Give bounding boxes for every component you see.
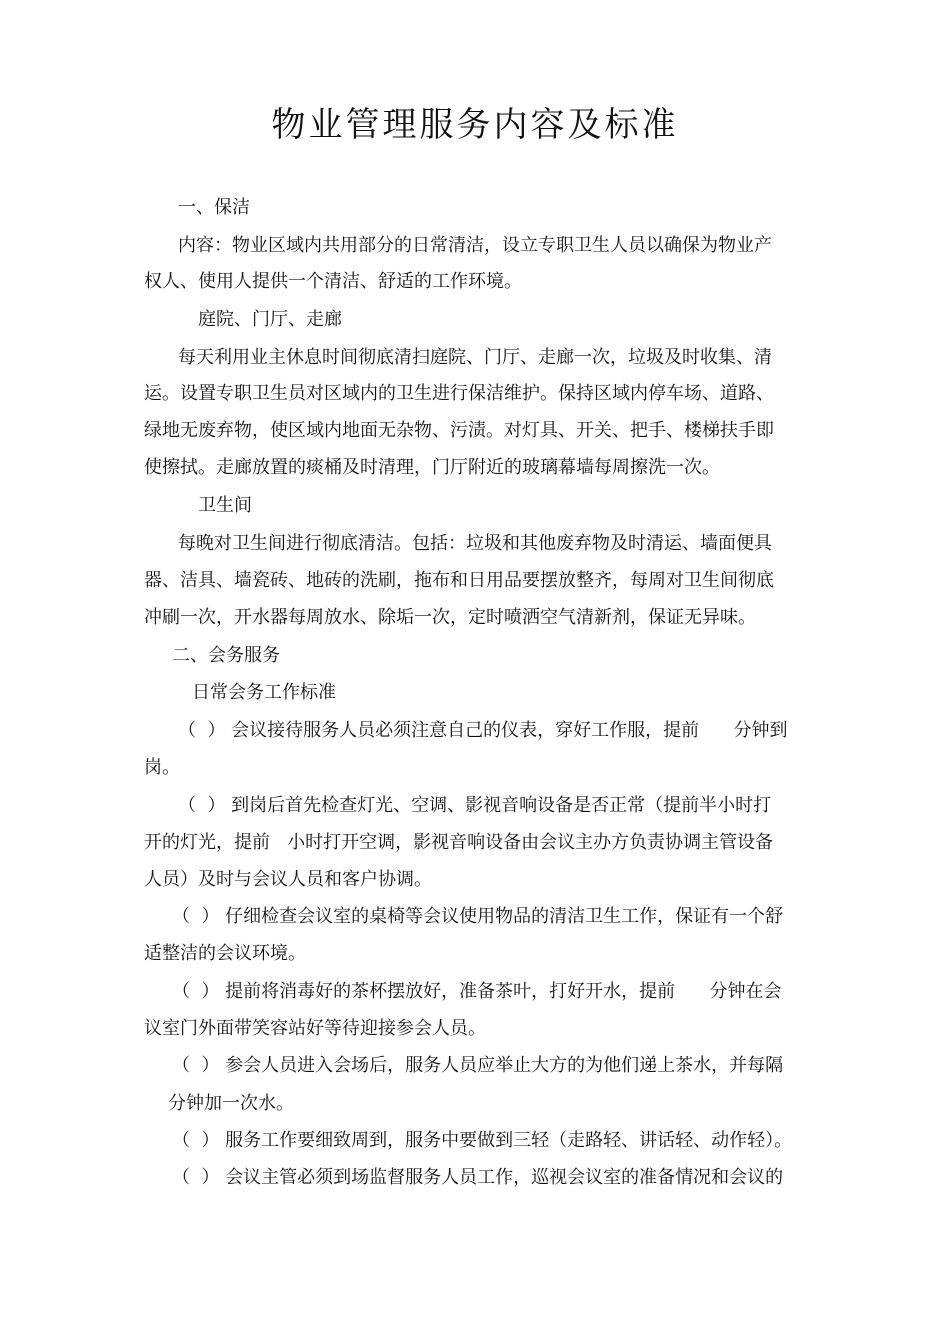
list-item-line: （ ） 会议主管必须到场监督服务人员工作，巡视会议室的准备情况和会议的 (172, 1167, 784, 1188)
heading-meeting-service: 二、会务服务 (172, 645, 280, 666)
heading-cleaning: 一、保洁 (178, 197, 250, 218)
subheading-courtyard: 庭院、门厅、走廊 (198, 309, 342, 330)
paragraph-line: 使擦拭。走廊放置的痰桶及时清理，门厅附近的玻璃幕墙每周擦洗一次。 (144, 457, 720, 478)
document-title: 物业管理服务内容及标准 (271, 105, 679, 145)
list-item-line: （ ） 参会人员进入会场后，服务人员应举止大方的为他们递上茶水，并每隔 (172, 1055, 784, 1076)
list-item-line: 适整洁的会议环境。 (144, 943, 306, 964)
list-item-line: 分钟加一次水。 (168, 1093, 294, 1114)
paragraph-line: 绿地无废弃物，使区域内地面无杂物、污渍。对灯具、开关、把手、楼梯扶手即 (144, 420, 774, 441)
list-item-line: 岗。 (144, 757, 180, 778)
list-item-line: （ ） 服务工作要细致周到，服务中要做到三轻（走路轻、讲话轻、动作轻）。 (172, 1130, 793, 1151)
subheading-meeting-standard: 日常会务工作标准 (192, 682, 336, 703)
paragraph-line: 冲刷一次，开水器每周放水、除垢一次，定时喷洒空气清新剂，保证无异味。 (144, 607, 756, 628)
paragraph-line: 运。设置专职卫生员对区域内的卫生进行保洁维护。保持区域内停车场、道路、 (144, 383, 774, 404)
paragraph-line: 内容：物业区域内共用部分的日常清洁，设立专职卫生人员以确保为物业产 (178, 235, 772, 256)
paragraph-line: 器、洁具、墙瓷砖、地砖的洗刷，拖布和日用品要摆放整齐，每周对卫生间彻底 (144, 570, 774, 591)
list-item-line: （ ） 提前将消毒好的茶杯摆放好，准备茶叶，打好开水，提前 分钟在会 (172, 981, 782, 1002)
list-item-line: 人员）及时与会议人员和客户协调。 (144, 869, 432, 890)
paragraph-line: 每晚对卫生间进行彻底清洁。包括：垃圾和其他废弃物及时清运、墙面便具 (178, 533, 772, 554)
list-item-line: （ ） 仔细检查会议室的桌椅等会议使用物品的清洁卫生工作，保证有一个舒 (172, 906, 784, 927)
list-item-line: 开的灯光，提前 小时打开空调，影视音响设备由会议主办方负责协调主管设备 (144, 832, 774, 853)
list-item-line: 议室门外面带笑容站好等待迎接参会人员。 (144, 1018, 486, 1039)
list-item-line: （ ） 到岗后首先检查灯光、空调、影视音响设备是否正常（提前半小时打 (178, 795, 772, 816)
subheading-restroom: 卫生间 (198, 495, 252, 516)
paragraph-line: 每天利用业主休息时间彻底清扫庭院、门厅、走廊一次，垃圾及时收集、清 (178, 347, 772, 368)
paragraph-line: 权人、使用人提供一个清洁、舒适的工作环境。 (144, 271, 522, 292)
list-item-line: （ ） 会议接待服务人员必须注意自己的仪表，穿好工作服，提前 分钟到 (178, 720, 788, 741)
